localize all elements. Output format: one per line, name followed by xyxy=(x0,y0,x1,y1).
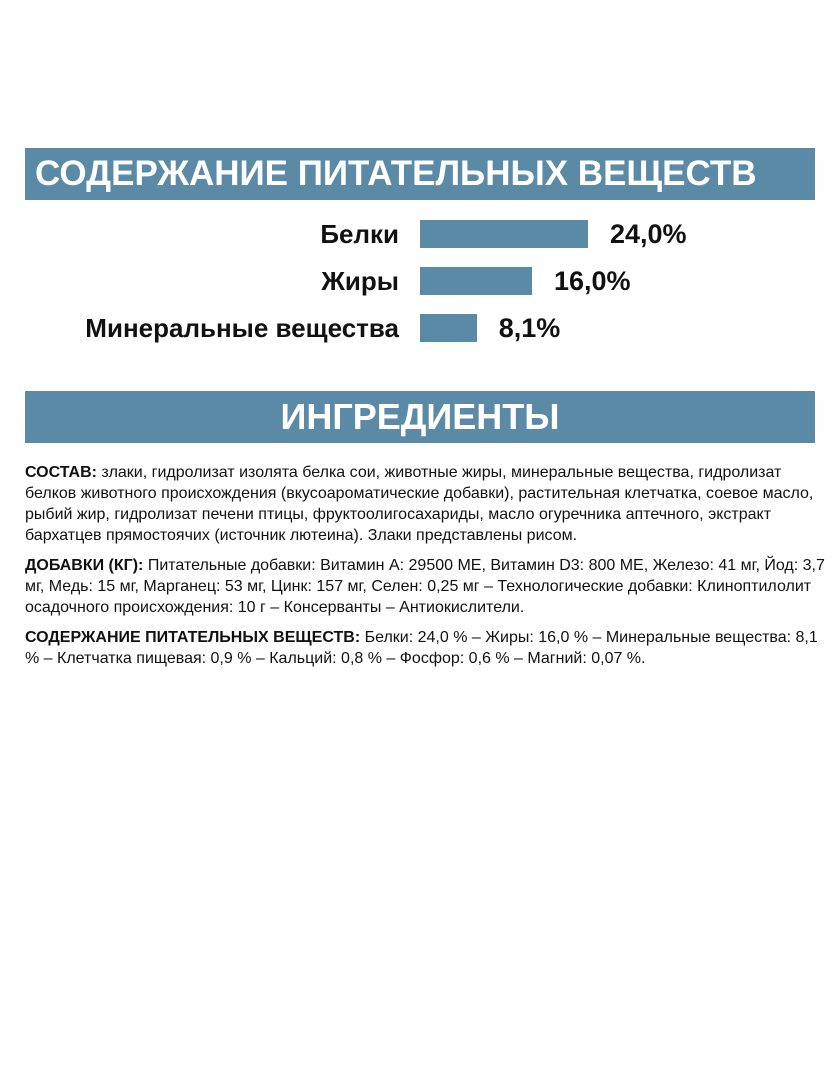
nutrient-content-text: Белки: 24,0 % – Жиры: 16,0 % – Минеральные вещества: 8,1 % – Клетчатка пищевая: 0,9 % – Кальций: 0,8 % – Фосфор: 0,6 % – Магний: 0,07 %. xyxy=(25,629,818,667)
bar-label-0: Белки xyxy=(320,219,399,249)
bar-value-0: 24,0% xyxy=(610,219,687,249)
composition-label: СОСТАВ: xyxy=(25,464,97,481)
composition-text: злаки, гидролизат изолята белка сои, животные жиры, минеральные вещества, гидролизат белков животного происхождения (вкусоароматические добавки), растительная клетчатка, соевое масло, рыбий жир, гидролизат печени птицы, фруктоолигосахариды, масло огуречника аптечного, экстракт бархатцев прямостоячих (источник лютеина). Злаки представлены рисом. xyxy=(25,464,814,544)
composition-paragraph xyxy=(25,462,825,546)
bar-label-2: Минеральные вещества xyxy=(85,313,399,343)
bar-value-2: 8,1% xyxy=(498,313,561,343)
additives-label: ДОБАВКИ (КГ): xyxy=(25,557,144,574)
bar-1 xyxy=(420,267,532,295)
bar-2 xyxy=(420,314,477,342)
additives-paragraph xyxy=(25,555,825,618)
bar-0 xyxy=(420,220,588,248)
nutrients-banner: СОДЕРЖАНИЕ ПИТАТЕЛЬНЫХ ВЕЩЕСТВ xyxy=(25,148,815,200)
ingredients-text xyxy=(25,462,825,678)
nutrient-bar-chart xyxy=(0,220,840,360)
bar-value-1: 16,0% xyxy=(554,266,631,296)
bar-label-1: Жиры xyxy=(321,266,399,296)
additives-text: Питательные добавки: Витамин А: 29500 МЕ, Витамин D3: 800 МЕ, Железо: 41 мг, Йод: 3,7 мг, Медь: 15 мг, Марганец: 53 мг, Цинк: 157 мг, Селен: 0,25 мг – Технологические добавки: Клиноптилолит осадочного происхождения: 10 г – Консерванты – Антиокислители. xyxy=(25,557,825,616)
ingredients-banner: ИНГРЕДИЕНТЫ xyxy=(25,391,815,443)
nutrient-content-label: СОДЕРЖАНИЕ ПИТАТЕЛЬНЫХ ВЕЩЕСТВ: xyxy=(25,629,361,646)
nutrient-content-paragraph xyxy=(25,627,825,669)
